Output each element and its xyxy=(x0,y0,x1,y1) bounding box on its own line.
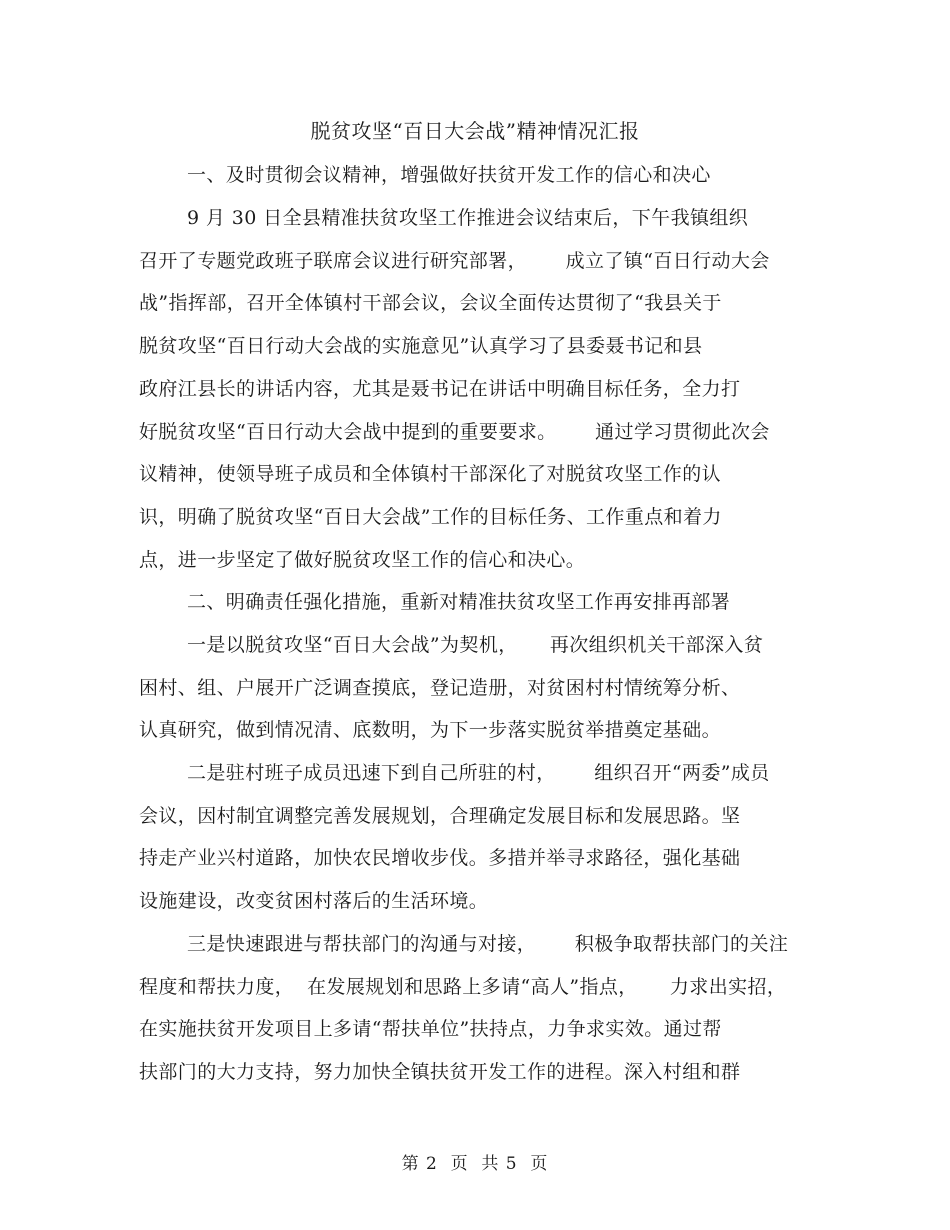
section-heading-2: 二、明确责任强化措施，重新对精准扶贫攻坚工作再安排再部署 xyxy=(187,591,731,613)
paragraph-line: 脱贫攻坚“百日行动大会战的实施意见”认真学习了县委聂书记和县 xyxy=(139,335,703,357)
page-number-footer: 第 2 页 共 5 页 xyxy=(401,1154,549,1174)
paragraph-line: 程度和帮扶力度， 在发展规划和思路上多请“高人”指点， 力求出实招， xyxy=(139,976,787,998)
paragraph-line: 在实施扶贫开发项目上多请“帮扶单位”扶持点，力争求实效。通过帮 xyxy=(139,1018,722,1040)
paragraph-line: 设施建设，改变贫困村落后的生活环境。 xyxy=(139,890,489,912)
paragraph-line: 政府江县长的讲话内容，尤其是聂书记在讲话中明确目标任务，全力打 xyxy=(139,378,741,400)
paragraph-line: 困村、组、户展开广泛调查摸底，登记造册，对贫困村村情统筹分析、 xyxy=(139,677,741,699)
section-heading-1: 一、及时贯彻会议精神，增强做好扶贫开发工作的信心和决心 xyxy=(187,164,711,186)
paragraph-line: 点，进一步坚定了做好脱贫攻坚工作的信心和决心。 xyxy=(139,549,586,571)
paragraph-line: 三是快速跟进与帮扶部门的沟通与对接， 积极争取帮扶部门的关注 xyxy=(187,933,789,955)
paragraph-line: 战”指挥部，召开全体镇村干部会议，会议全面传达贯彻了“我县关于 xyxy=(139,292,722,314)
paragraph-line: 一是以脱贫攻坚“百日大会战”为契机， 再次组织机关干部深入贫 xyxy=(187,634,764,656)
paragraph-line: 扶部门的大力支持，努力加快全镇扶贫开发工作的进程。深入村组和群 xyxy=(139,1061,741,1083)
paragraph-line: 召开了专题党政班子联席会议进行研究部署， 成立了镇“百日行动大会 xyxy=(139,250,770,272)
paragraph-line: 好脱贫攻坚“百日行动大会战中提到的重要要求。 通过学习贯彻此次会 xyxy=(139,421,770,443)
paragraph-line: 认真研究，做到情况清、底数明，为下一步落实脱贫举措奠定基础。 xyxy=(139,719,722,741)
document-title: 脱贫攻坚“百日大会战”精神情况汇报 xyxy=(310,119,640,143)
paragraph-line: 9 月 30 日全县精准扶贫攻坚工作推进会议结束后，下午我镇组织 xyxy=(187,207,749,229)
paragraph-line: 持走产业兴村道路，加快农民增收步伐。多措并举寻求路径，强化基础 xyxy=(139,847,741,869)
paragraph-line: 会议，因村制宜调整完善发展规划，合理确定发展目标和发展思路。坚 xyxy=(139,805,741,827)
paragraph-line: 识，明确了脱贫攻坚“百日大会战”工作的目标任务、工作重点和着力 xyxy=(139,506,722,528)
paragraph-line: 议精神，使领导班子成员和全体镇村干部深化了对脱贫攻坚工作的认 xyxy=(139,463,722,485)
paragraph-line: 二是驻村班子成员迅速下到自己所驻的村， 组织召开“两委”成员 xyxy=(187,762,770,784)
